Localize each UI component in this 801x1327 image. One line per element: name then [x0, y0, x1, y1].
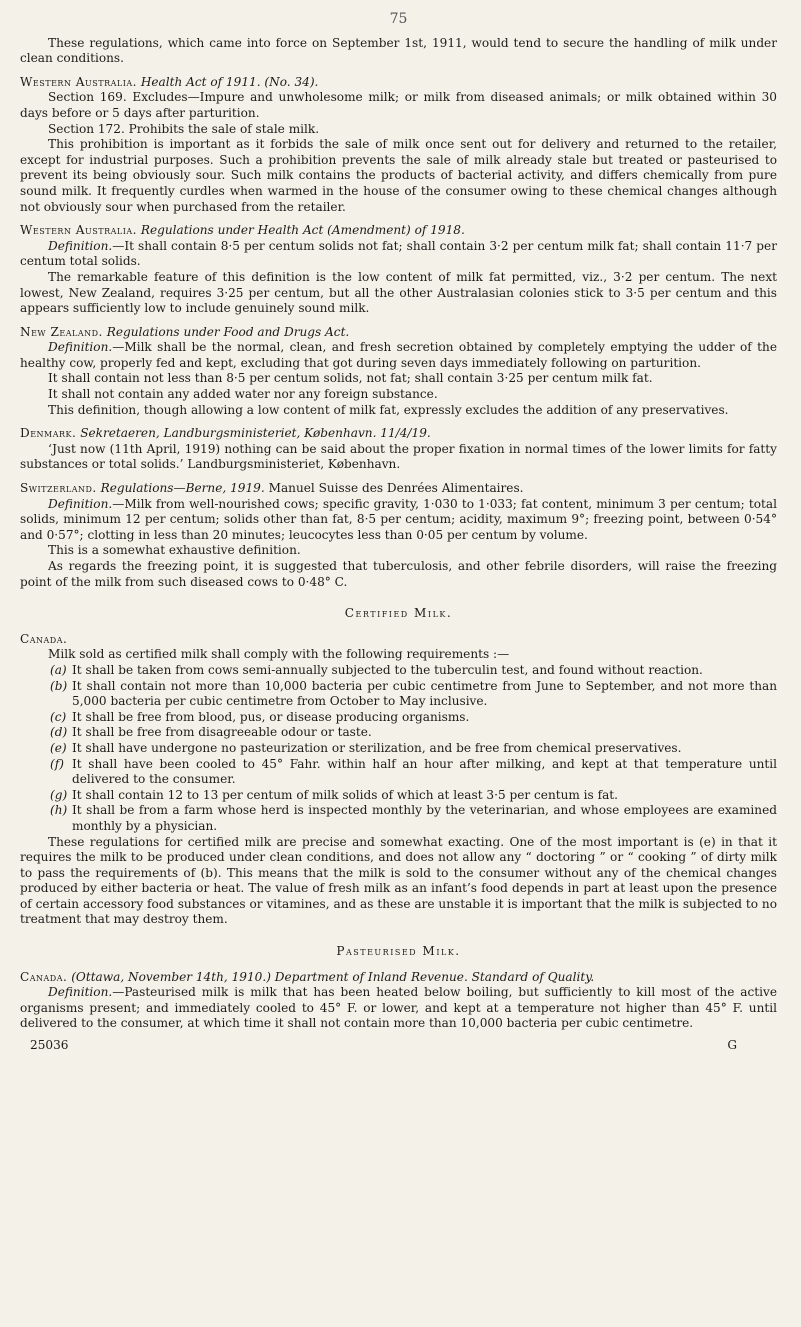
definition-text: —Milk shall be the normal, clean, and fresh secretion obtained by completely emptying the udder of the healthy cow, properly fed and kept, excluding that got during seven days immediately following on parturition. — [20, 340, 777, 370]
nz-paragraph-3: This definition, though allowing a low content of milk fat, expressly excludes the addition of any preservatives. — [48, 402, 729, 417]
pasteurised-milk-section — [20, 970, 777, 1032]
definition-text: —Pasteurised milk is milk that has been heated below boiling, but sufficiently to kill most of the active organisms present; and immediately cooled to 45° F. or lower, and kept at a temperature not higher than 45° F. until delivered to the consumer, at which time it shall not contain more than 10,000 bacteria per cubic centimetre. — [20, 985, 777, 1031]
definition-text: —It shall contain 8·5 per centum solids not fat; shall contain 3·2 per centum milk fat; shall contain 11·7 per centum total solids. — [20, 238, 777, 269]
act-title: Regulations under Food and Drugs Act. — [106, 324, 350, 339]
denmark-section — [20, 426, 777, 473]
definition-label: Definition. — [48, 340, 113, 355]
requirements-list — [20, 663, 777, 835]
region-label: New Zealand. — [20, 324, 103, 339]
pasteurised-milk-heading: Pasteurised Milk. — [336, 944, 461, 959]
intro-paragraph: These regulations, which came into force on September 1st, 1911, would tend to secure the handling of milk under clean conditions. — [20, 35, 777, 66]
act-title: Sekretaeren, Landburgsministeriet, København. 11/4/19. — [80, 426, 431, 441]
region-label: Western Australia. — [20, 223, 137, 238]
section-169: Section 169. Excludes—Impure and unwholesome milk; or milk from diseased animals; or milk obtained within 30 days before or 5 days after parturition. — [20, 90, 777, 120]
swiss-paragraph-1: This is a somewhat exhaustive definition. — [48, 543, 301, 558]
list-item: (c) It shall be free from blood, pus, or disease producing organisms. — [50, 709, 470, 724]
page-footer — [20, 1038, 777, 1054]
region-label: Denmark. — [20, 426, 77, 441]
act-title: Regulations—Berne, 1919. — [100, 481, 265, 496]
list-item: (d) It shall be free from disagreeable odour or taste. — [50, 725, 372, 740]
list-item: (a) It shall be taken from cows semi-annually subjected to the tuberculin test, and found without reaction. — [50, 662, 703, 677]
section-172: Section 172. Prohibits the sale of stale milk. — [48, 121, 320, 136]
source-line: (Ottawa, November 14th, 1910.) Department of Inland Revenue. Standard of Quality. — [71, 969, 595, 984]
print-number: 25036 — [30, 1038, 69, 1053]
requirements-lead: Milk sold as certified milk shall comply with the following requirements :— — [48, 647, 510, 662]
wa-regulations-section — [20, 223, 777, 317]
definition-label: Definition. — [48, 985, 113, 1000]
list-item: (g) It shall contain 12 to 13 per centum of milk solids of which at least 3·5 per centum is fat. — [50, 787, 618, 802]
list-item: (f) It shall have been cooled to 45° Fahr. within half an hour after milking, and kept at that temperature until delivered to the consumer. — [50, 756, 777, 787]
definition-text: —Milk from well-nourished cows; specific gravity, 1·030 to 1·033; fat content, minimum 3 per centum; total solids, minimum 12 per centum; solids other than fat, 8·5 per centum; acidity, maximum 9°; freezing point, between 0·54° and 0·57°; clotting in less than 20 minutes; leucocytes less than 0·05 per centum by volume. — [20, 496, 777, 542]
commentary: This prohibition is important as it forbids the sale of milk once sent out for delivery and returned to the retailer, except for industrial purposes. Such a prohibition prevents the sale of milk already stale but treated or pasteurised to prevent its being obviously sour. Such milk contains the products of bacterial activity, and differs chemically from pure sound milk. It frequently curdles when warmed in the house of the consumer owing to these chemical changes although not obviously sour when purchased from the retailer. — [20, 137, 777, 214]
swiss-paragraph-2: As regards the freezing point, it is suggested that tuberculosis, and other febrile disorders, will raise the freezing point of the milk from such diseased cows to 0·48° C. — [20, 559, 777, 589]
new-zealand-section — [20, 325, 777, 419]
commentary: These regulations for certified milk are precise and somewhat exacting. One of the most important is (e) in that it requires the milk to be produced under clean conditions, and does not allow any “ doctoring ” or “ cooking ” of dirty milk to pass the requirements of (b). This means that the milk is sold to the consumer without any of the chemical changes produced by either bacteria or heat. The value of fresh milk as an infant’s food depends in part at least upon the presence of certain accessory food substances or vitamines, and as these are unstable it is important that the milk is subjected to no treatment that may destroy them. — [20, 834, 777, 927]
switzerland-section — [20, 481, 777, 590]
signature-mark: G — [727, 1038, 737, 1053]
nz-paragraph-2: It shall not contain any added water nor any foreign substance. — [48, 387, 438, 402]
list-item: (e) It shall have undergone no pasteurization or sterilization, and be free from chemical preservatives. — [50, 740, 682, 755]
list-item: (b) It shall contain not more than 10,000 bacteria per cubic centimetre from June to September, and not more than 5,000 bacteria per cubic centimetre from October to May inclusive. — [50, 678, 777, 709]
act-title: Regulations under Health Act (Amendment) of 1918. — [140, 223, 465, 238]
act-subtitle: Manuel Suisse des Denrées Alimentaires. — [268, 481, 524, 496]
wa-health-act-section — [20, 75, 777, 215]
commentary: The remarkable feature of this definition is the low content of milk fat permitted, viz., 3·2 per centum. The next lowest, New Zealand, requires 3·25 per centum, but all the other Australasian colonies stick to 3·5 per centum and this appears sufficiently low to include genuinely sound milk. — [20, 269, 777, 316]
region-label: Switzerland. — [20, 481, 97, 496]
certified-milk-section — [20, 632, 777, 928]
region-label: Canada. — [20, 631, 68, 646]
definition-label: Definition. — [48, 238, 113, 253]
nz-paragraph-1: It shall contain not less than 8·5 per centum solids, not fat; shall contain 3·25 per centum milk fat. — [48, 371, 653, 386]
act-title: Health Act of 1911. (No. 34). — [140, 74, 319, 89]
region-label: Western Australia. — [20, 74, 137, 89]
list-item: (h) It shall be from a farm whose herd is inspected monthly by the veterinarian, and whose employees are examined monthly by a physician. — [50, 803, 777, 833]
definition-label: Definition. — [48, 496, 113, 511]
denmark-quote: ‘Just now (11th April, 1919) nothing can be said about the proper fixation in normal times of the lower limits for fatty substances or total solids.’ Landburgsministeriet, København. — [20, 441, 777, 472]
page-number: 75 — [389, 11, 408, 27]
region-label: Canada. — [20, 969, 68, 984]
certified-milk-heading: Certified Milk. — [344, 606, 453, 621]
